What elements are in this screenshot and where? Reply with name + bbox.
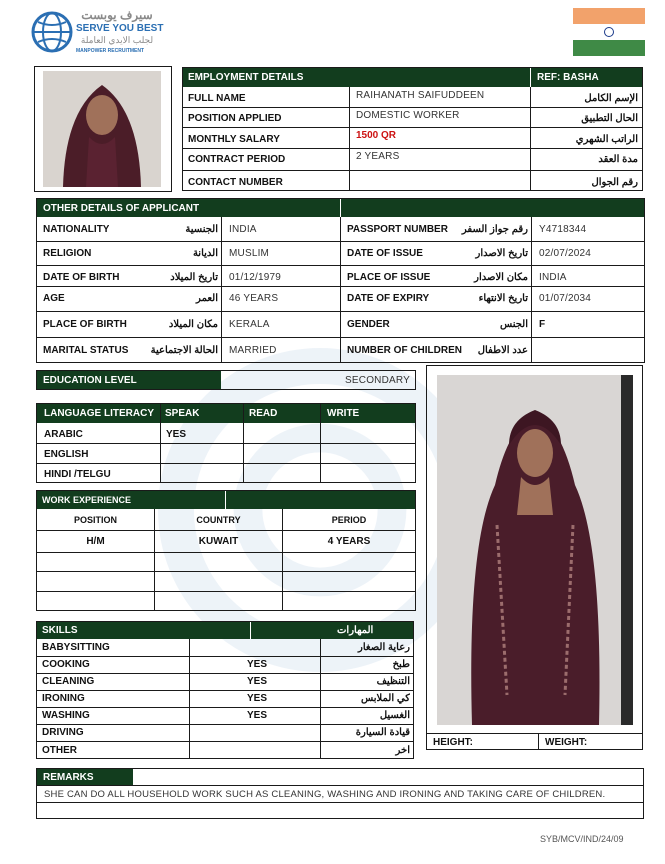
applicant-title: OTHER DETAILS OF APPLICANT: [43, 202, 200, 214]
work-period: [283, 572, 415, 591]
skill-name: DRIVING: [42, 727, 84, 738]
skill-arabic: كي الملابس: [361, 693, 410, 704]
gender-label: GENDER: [347, 318, 390, 330]
skill-name: OTHER: [42, 744, 77, 756]
india-flag-icon: [573, 8, 645, 56]
read-col-label: READ: [249, 408, 278, 419]
passport-arabic: رقم جواز السفر: [461, 223, 528, 235]
ref-label: REF: BASHA: [537, 72, 599, 83]
issue-date-arabic: تاريخ الاصدار: [475, 247, 528, 259]
salary-label: MONTHLY SALARY: [188, 133, 280, 145]
language-name: ENGLISH: [44, 448, 89, 460]
position-value: DOMESTIC WORKER: [356, 109, 460, 121]
skill-name: BABYSITTING: [42, 642, 110, 653]
language-name: ARABIC: [44, 428, 83, 440]
issue-place-value: INDIA: [539, 271, 567, 283]
pob-value: KERALA: [229, 318, 270, 330]
contact-label: CONTACT NUMBER: [188, 176, 283, 188]
gender-arabic: الجنس: [499, 318, 528, 330]
height-label: HEIGHT:: [433, 736, 473, 748]
skill-arabic: التنظيف: [376, 676, 410, 687]
children-arabic: عدد الاطفال: [477, 344, 528, 356]
position-label: POSITION APPLIED: [188, 112, 282, 124]
nationality-arabic: الجنسية: [185, 223, 218, 235]
work-title: WORK EXPERIENCE: [42, 495, 132, 505]
children-label: NUMBER OF CHILDREN: [347, 344, 462, 356]
skill-arabic: طبخ: [392, 659, 410, 670]
work-col-position: POSITION: [73, 514, 117, 525]
skill-arabic: رعاية الصغار: [358, 642, 410, 653]
salary-arabic: الراتب الشهري: [575, 133, 638, 145]
full-body-photo: [437, 375, 633, 725]
employment-title: EMPLOYMENT DETAILS: [188, 72, 304, 83]
age-arabic: العمر: [196, 293, 218, 304]
applicant-header: [37, 199, 644, 217]
language-name: HINDI /TELGU: [44, 468, 111, 480]
education-header: [37, 371, 221, 389]
language-header: [37, 404, 415, 423]
skill-name: CLEANING: [42, 676, 95, 687]
gender-value: F: [539, 318, 546, 330]
skills-header: [37, 622, 413, 639]
marital-value: MARRIED: [229, 344, 277, 356]
nationality-label: NATIONALITY: [43, 223, 110, 235]
dob-value: 01/12/1979: [229, 271, 282, 283]
passport-label: PASSPORT NUMBER: [347, 223, 448, 235]
work-position: [37, 572, 154, 591]
religion-arabic: الديانة: [192, 247, 218, 259]
remarks-header: [37, 769, 133, 785]
contract-label: CONTRACT PERIOD: [188, 154, 286, 165]
skills-title: SKILLS: [42, 625, 78, 636]
work-country: [155, 592, 282, 611]
work-country: [155, 572, 282, 591]
expiry-arabic: تاريخ الانتهاء: [478, 293, 528, 304]
brand-arabic-tagline: لجلب الايدي العاملة: [80, 35, 154, 45]
full-name-label: FULL NAME: [188, 92, 246, 104]
skill-name: COOKING: [42, 659, 90, 670]
position-arabic: الحال التطبيق: [581, 112, 638, 124]
work-period: [283, 553, 415, 571]
skill-arabic: قيادة السيارة: [355, 727, 410, 738]
skill-value: YES: [247, 659, 268, 670]
skill-name: WASHING: [42, 710, 90, 721]
education-value: SECONDARY: [345, 374, 410, 386]
language-speak: YES: [166, 428, 187, 440]
pob-arabic: مكان الميلاد: [168, 318, 218, 330]
work-period: 4 YEARS: [327, 536, 371, 547]
pob-label: PLACE OF BIRTH: [43, 318, 127, 330]
work-position: H/M: [86, 536, 105, 547]
work-col-period: PERIOD: [331, 514, 367, 525]
full-name-arabic: الإسم الكامل: [584, 92, 638, 104]
issue-place-arabic: مكان الاصدار: [474, 271, 528, 283]
speak-col-label: SPEAK: [165, 408, 200, 419]
marital-label: MARITAL STATUS: [43, 344, 129, 356]
employment-header: [183, 68, 642, 87]
expiry-value: 01/07/2034: [539, 293, 592, 304]
contact-arabic: رقم الجوال: [591, 176, 638, 188]
skill-name: IRONING: [42, 693, 85, 704]
issue-date-value: 02/07/2024: [539, 247, 592, 259]
marital-arabic: الحالة الاجتماعية: [150, 344, 218, 356]
contract-arabic: مدة العقد: [598, 154, 638, 165]
work-header: [37, 491, 415, 509]
language-col-label: LANGUAGE LITERACY: [44, 408, 154, 419]
work-position: [37, 553, 154, 571]
brand-name: SERVE YOU BEST: [76, 23, 164, 34]
issue-place-label: PLACE OF ISSUE: [347, 271, 431, 283]
weight-label: WEIGHT:: [545, 736, 588, 748]
salary-value: 1500 QR: [356, 129, 397, 141]
work-country: [155, 553, 282, 571]
work-position: [37, 592, 154, 611]
skill-arabic: الغسيل: [379, 710, 410, 721]
work-country: KUWAIT: [198, 536, 239, 547]
religion-value: MUSLIM: [229, 247, 270, 259]
profile-photo-small: [43, 71, 161, 187]
age-label: AGE: [43, 293, 65, 304]
remarks-title: REMARKS: [43, 771, 94, 783]
dob-arabic: تاريخ الميلاد: [170, 271, 218, 283]
passport-value: Y4718344: [539, 223, 587, 235]
issue-date-label: DATE OF ISSUE: [347, 247, 423, 259]
nationality-value: INDIA: [229, 223, 257, 235]
full-name-value: RAIHANATH SAIFUDDEEN: [356, 89, 485, 101]
skill-arabic: اخر: [395, 744, 410, 756]
age-value: 46 YEARS: [229, 293, 279, 304]
brand-arabic-name: سيرف يوبست: [81, 8, 153, 22]
work-col-country: COUNTRY: [196, 514, 241, 525]
education-label: EDUCATION LEVEL: [43, 374, 137, 386]
globe-icon: [30, 10, 74, 54]
brand-logo: [30, 8, 164, 60]
work-period: [283, 592, 415, 611]
write-col-label: WRITE: [327, 408, 360, 419]
skill-value: YES: [247, 676, 268, 687]
remarks-text: SHE CAN DO ALL HOUSEHOLD WORK SUCH AS CLEANING, WASHING AND IRONING AND TAKING CARE OF CHILDREN.: [44, 788, 606, 800]
document-code: SYB/MCV/IND/24/09: [540, 834, 624, 844]
skill-value: YES: [247, 710, 268, 721]
profile-photo-small-frame: [34, 66, 172, 192]
religion-label: RELIGION: [43, 247, 92, 259]
expiry-label: DATE OF EXPIRY: [347, 293, 430, 304]
skills-title-arabic: المهارات: [337, 625, 374, 636]
skill-value: YES: [247, 693, 268, 704]
contract-value: 2 YEARS: [356, 150, 400, 162]
brand-tagline: MANPOWER RECRUITMENT: [76, 48, 145, 54]
dob-label: DATE OF BIRTH: [43, 271, 120, 283]
